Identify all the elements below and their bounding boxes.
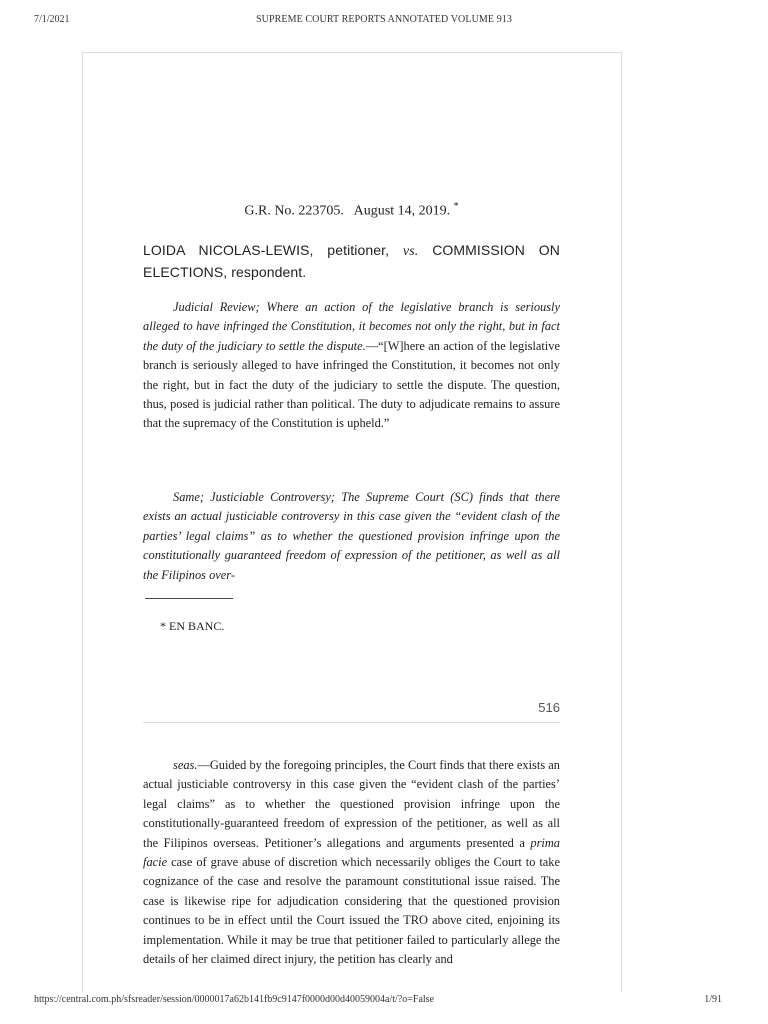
case-number [143, 201, 560, 220]
syllabus-2-italic: Same; Justiciable Controversy; The Supreme Court (SC) finds that there exists an actual justiciable controversy in this case given the “evident clash of the parties’ legal claims” as to whether the questioned provision infringe upon the constitutionally guaranteed freedom of expression of the petitioner, as well as all the Filipinos over- [143, 490, 560, 582]
page-number: 516 [538, 700, 560, 715]
case-parties [143, 240, 560, 282]
syllabus-1-text: —“[W]here an action of the legislative branch is seriously alleged to have infringed the Constitution, it becomes not only the right, but in fact the duty of the judiciary to settle the dispute. The question, thus, posed is judicial rather than political. The duty to adjudicate remains to assure that the supremacy of the Constitution is upheld.” [143, 338, 561, 431]
footnote: * EN BANC. [160, 619, 225, 633]
syllabus-1-italic: Judicial Review; Where an action of the legislative branch is seriously alleged to have infringed the Constitution, it becomes not only the right, but in fact the duty of the judiciary to settle the dispute. [143, 300, 560, 353]
respondent-name: COMMISSION ON ELECTIONS, respondent. [143, 242, 560, 280]
continuation-italic-start: seas. [173, 758, 198, 772]
syllabus-paragraph-2 [143, 488, 560, 585]
page-divider [143, 722, 560, 723]
continuation-text-a: —Guided by the foregoing principles, the Court finds that there exists an actual justiciable controversy in this case given the “evident clash of the parties’ legal claims” as to whether the questioned provision infringe upon the constitutionally-guaranteed freedom of expression of the petitioner, as well as all the Filipinos overseas. Petitioner’s allegations and arguments presented a [143, 758, 560, 850]
petitioner-name: LOIDA NICOLAS-LEWIS, petitioner, [143, 242, 390, 258]
print-url: https://central.com.ph/sfsreader/session/0000017a62b141fb9c9147f0000d00d40059004a/t/?o=False [34, 994, 435, 1005]
case-number-text: G.R. No. 223705. August 14, 2019. [244, 203, 451, 219]
continuation-text-b: case of grave abuse of discretion which necessarily obliges the Court to take cognizance of the case and resolve the paramount constitutional issue raised. The case is likewise ripe for adjudication considering that the questioned provision continues to be in effect until the Court issued the TRO above cited, enjoining its implementation. While it may be true that petitioner failed to particularly allege the details of her claimed direct injury, the petition has clearly and [143, 855, 560, 967]
continuation-paragraph [143, 756, 560, 969]
continuation-italic-mid: prima facie [143, 835, 560, 870]
case-footnote-mark: * [453, 201, 459, 212]
versus-label: vs. [402, 244, 419, 259]
print-page-count: 1/91 [704, 994, 722, 1005]
print-title: SUPREME COURT REPORTS ANNOTATED VOLUME 913 [255, 14, 513, 25]
syllabus-paragraph-1 [143, 298, 560, 434]
footnote-divider [145, 598, 233, 599]
print-date: 7/1/2021 [34, 14, 70, 25]
